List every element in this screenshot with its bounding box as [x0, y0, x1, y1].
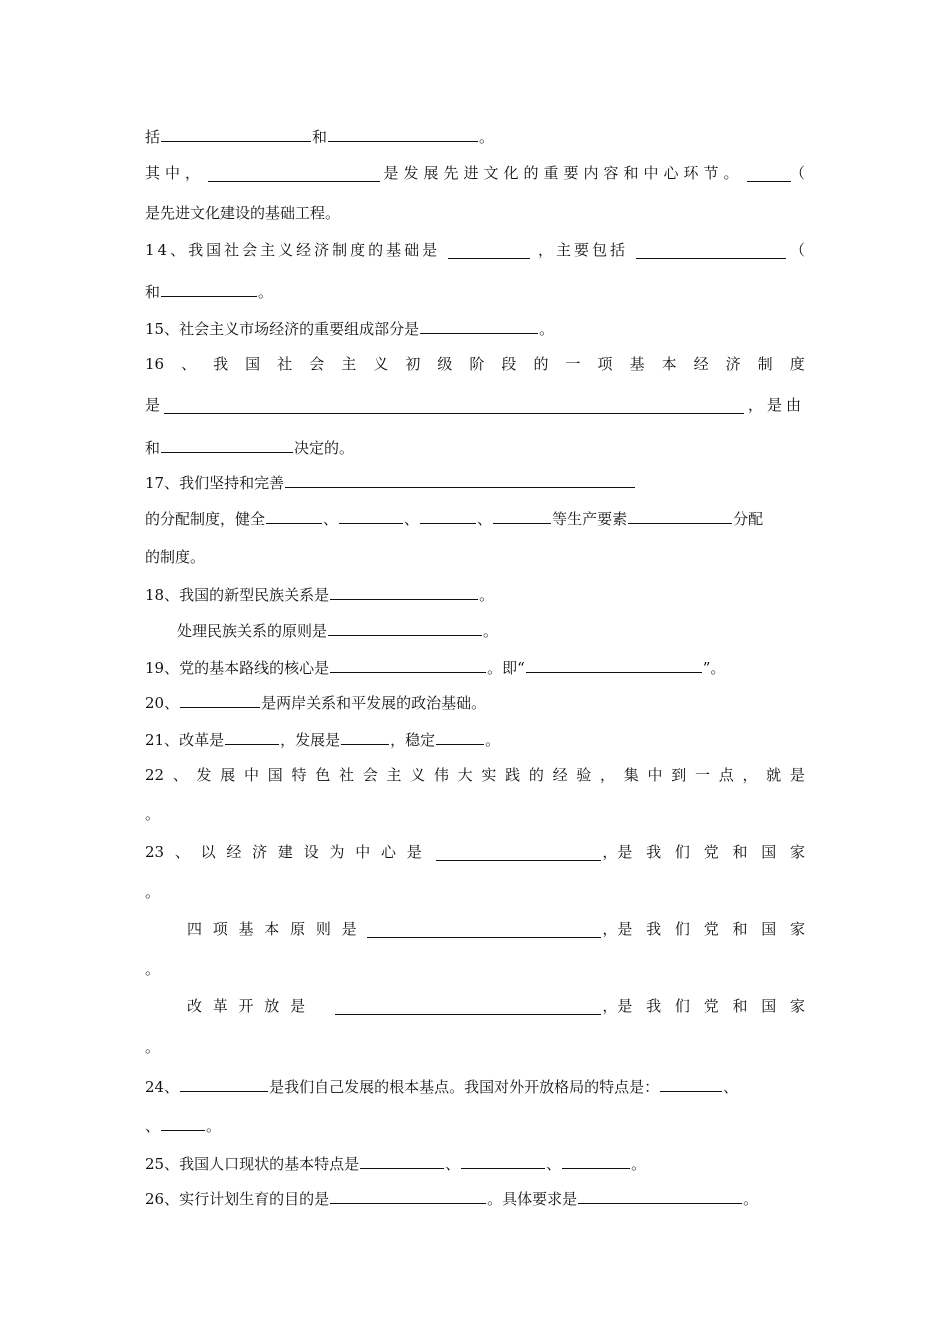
blank-field[interactable] — [562, 1151, 630, 1169]
blank-field[interactable] — [526, 655, 702, 673]
char: 主 — [341, 355, 357, 373]
text: ，稳定 — [390, 731, 436, 749]
text: 处理民族关系的原则是 — [177, 622, 328, 640]
line-22 — [187, 917, 805, 941]
char: 段 — [501, 355, 517, 373]
text: 。 — [145, 960, 161, 978]
text: 。即“ — [487, 659, 525, 677]
text: ，发展是 — [280, 731, 341, 749]
char: 国 — [245, 355, 261, 373]
blank-field[interactable] — [436, 727, 484, 745]
text: 是 我 们 党 和 国 家 — [617, 997, 805, 1015]
line-17-q21 — [145, 727, 805, 751]
char: 的 — [533, 355, 549, 373]
char: 中 — [647, 766, 663, 784]
blank-field[interactable] — [161, 124, 311, 142]
char: 验 — [576, 766, 592, 784]
text: （ — [789, 164, 805, 182]
blank-field[interactable] — [161, 279, 257, 297]
text: 是我们自己发展的根本基点。我国对外开放格局的特点是： — [269, 1078, 660, 1096]
char: 国 — [267, 766, 283, 784]
text: （ — [789, 241, 805, 259]
line-2 — [145, 161, 805, 185]
text: 等生产要素 — [552, 510, 628, 528]
blank-field[interactable] — [285, 470, 635, 488]
blank-field[interactable] — [180, 1074, 268, 1092]
char: 经 — [693, 355, 709, 373]
text: ”。 — [702, 659, 726, 677]
char: 、 — [181, 355, 197, 373]
blank-field[interactable] — [330, 582, 478, 600]
blank-field[interactable] — [180, 690, 260, 708]
line-9 — [145, 435, 805, 459]
blank-field[interactable] — [420, 506, 476, 524]
text: 是 我 们 党 和 国 家 — [617, 920, 805, 938]
char: 发 — [196, 766, 212, 784]
blank-field[interactable] — [436, 843, 602, 861]
char: 中 — [244, 766, 260, 784]
text: 是 我 们 党 和 国 家 — [617, 843, 805, 861]
line-11 — [145, 506, 805, 530]
text: 、 — [477, 510, 493, 528]
line-27 — [145, 1113, 805, 1137]
text: 是 — [145, 396, 161, 414]
line-15-q19 — [145, 655, 805, 679]
text: 。 — [145, 883, 161, 901]
char: 阶 — [469, 355, 485, 373]
blank-field[interactable] — [266, 506, 322, 524]
text: 。 — [539, 320, 555, 338]
line-19 — [145, 802, 805, 826]
text: 。 — [206, 1117, 222, 1135]
blank-field[interactable] — [448, 241, 530, 259]
text: 26、实行计划生育的目的是 — [145, 1190, 330, 1208]
blank-field[interactable] — [636, 241, 786, 259]
char: 项 — [597, 355, 613, 373]
char: 实 — [481, 766, 497, 784]
char: 一 — [565, 355, 581, 373]
line-4-q14 — [145, 238, 805, 262]
blank-field[interactable] — [341, 727, 389, 745]
char: ， — [742, 766, 758, 784]
text: 括 — [145, 128, 161, 146]
char: 本 — [661, 355, 677, 373]
text: 。 — [145, 805, 161, 823]
char: 、 — [172, 766, 188, 784]
text: 和 — [145, 439, 161, 457]
line-29-q26 — [145, 1186, 805, 1210]
text: 、 — [445, 1155, 461, 1173]
text: 23 、 以 经 济 建 设 为 中 心 是 — [145, 843, 422, 861]
text: 和 — [312, 128, 328, 146]
char: 度 — [789, 355, 805, 373]
char: 社 — [277, 355, 293, 373]
char: 初 — [405, 355, 421, 373]
text: 是发展先进文化的重要内容和中心环节。 — [383, 164, 744, 182]
text: 。 — [483, 622, 499, 640]
line-23 — [145, 957, 805, 981]
char: 级 — [437, 355, 453, 373]
text: 分配 — [733, 510, 764, 528]
char: 会 — [309, 355, 325, 373]
text: 的分配制度，健全 — [145, 510, 266, 528]
line-6-q15 — [145, 316, 805, 340]
blank-field[interactable] — [367, 920, 602, 938]
text: 其中， — [145, 164, 206, 182]
text: 19、党的基本路线的核心是 — [145, 659, 330, 677]
char: 主 — [386, 766, 402, 784]
blank-field[interactable] — [161, 435, 293, 453]
char: 我 — [213, 355, 229, 373]
blank-field[interactable] — [330, 655, 486, 673]
text: 和 — [145, 283, 161, 301]
text: 是两岸关系和平发展的政治基础。 — [261, 694, 487, 712]
text: 。具体要求是 — [487, 1190, 578, 1208]
char: 点 — [718, 766, 734, 784]
blank-field[interactable] — [208, 164, 380, 182]
text: 。 — [479, 128, 495, 146]
text: ，是由 — [747, 396, 805, 414]
text: 、 — [323, 510, 339, 528]
char: 济 — [725, 355, 741, 373]
blank-field[interactable] — [420, 316, 538, 334]
char: 经 — [552, 766, 568, 784]
blank-field[interactable] — [328, 124, 478, 142]
text: 改 革 开 放 是 — [187, 997, 306, 1015]
line-7-q16 — [145, 352, 805, 376]
line-14 — [177, 618, 805, 642]
char: 践 — [505, 766, 521, 784]
line-3 — [145, 201, 805, 225]
text: 、 — [404, 510, 420, 528]
blank-field[interactable] — [578, 1186, 742, 1204]
text: 的制度。 — [145, 548, 206, 566]
text: 17、我们坚持和完善 — [145, 474, 285, 492]
line-8 — [145, 393, 805, 417]
char: 义 — [373, 355, 389, 373]
char: 义 — [410, 766, 426, 784]
char: 伟 — [433, 766, 449, 784]
blank-field[interactable] — [225, 727, 279, 745]
text: 。 — [631, 1155, 647, 1173]
char: 一 — [694, 766, 710, 784]
line-16-q20 — [145, 690, 805, 714]
text: 、 — [145, 1117, 161, 1135]
text: 25、我国人口现状的基本特点是 — [145, 1155, 360, 1173]
text: ， — [602, 920, 618, 938]
char: 的 — [528, 766, 544, 784]
char: 是 — [789, 766, 805, 784]
text: 24、 — [145, 1078, 180, 1096]
char: ， — [600, 766, 616, 784]
text: 。 — [479, 586, 495, 604]
char: 16 — [145, 355, 165, 373]
blank-field[interactable] — [330, 1186, 486, 1204]
text: ，主要包括 — [538, 241, 629, 259]
line-5 — [145, 279, 805, 303]
text: 、 — [723, 1078, 739, 1096]
text: 。 — [485, 731, 501, 749]
line-1 — [145, 124, 805, 148]
text: 、 — [546, 1155, 562, 1173]
char: 集 — [623, 766, 639, 784]
blank-field[interactable] — [339, 506, 403, 524]
char: 色 — [315, 766, 331, 784]
char: 社 — [338, 766, 354, 784]
char: 基 — [629, 355, 645, 373]
char: 到 — [671, 766, 687, 784]
blank-field[interactable] — [328, 618, 482, 636]
char: 特 — [291, 766, 307, 784]
blank-field[interactable] — [461, 1151, 545, 1169]
text: 。 — [743, 1190, 759, 1208]
blank-field[interactable] — [335, 997, 601, 1015]
line-13-q18 — [145, 582, 805, 606]
text: 。 — [258, 283, 274, 301]
char: 就 — [766, 766, 782, 784]
char: 22 — [145, 766, 165, 784]
text: 21、改革是 — [145, 731, 225, 749]
text: 。 — [145, 1038, 161, 1056]
line-24 — [187, 994, 805, 1018]
blank-field[interactable] — [660, 1074, 722, 1092]
char: 展 — [220, 766, 236, 784]
text: 20、 — [145, 694, 180, 712]
text: 18、我国的新型民族关系是 — [145, 586, 330, 604]
char: 大 — [457, 766, 473, 784]
blank-field[interactable] — [360, 1151, 444, 1169]
line-18-q22 — [145, 763, 805, 787]
text: ， — [602, 843, 618, 861]
text: 四 项 基 本 原 则 是 — [187, 920, 357, 938]
line-25 — [145, 1035, 805, 1059]
text: 决定的。 — [294, 439, 355, 457]
line-10-q17 — [145, 470, 805, 494]
text: 是先进文化建设的基础工程。 — [145, 204, 341, 222]
text: ， — [602, 997, 618, 1015]
blank-field[interactable] — [628, 506, 732, 524]
char: 制 — [757, 355, 773, 373]
blank-field[interactable] — [747, 164, 791, 182]
line-12 — [145, 545, 805, 569]
line-28-q25 — [145, 1151, 805, 1175]
blank-field[interactable] — [161, 1113, 205, 1131]
line-26-q24 — [145, 1074, 805, 1098]
blank-field[interactable] — [493, 506, 551, 524]
text: 14、我国社会主义经济制度的基础是 — [145, 241, 441, 259]
line-21 — [145, 880, 805, 904]
blank-field[interactable] — [164, 396, 744, 414]
text: 15、社会主义市场经济的重要组成部分是 — [145, 320, 420, 338]
line-20-q23 — [145, 840, 805, 864]
char: 会 — [362, 766, 378, 784]
